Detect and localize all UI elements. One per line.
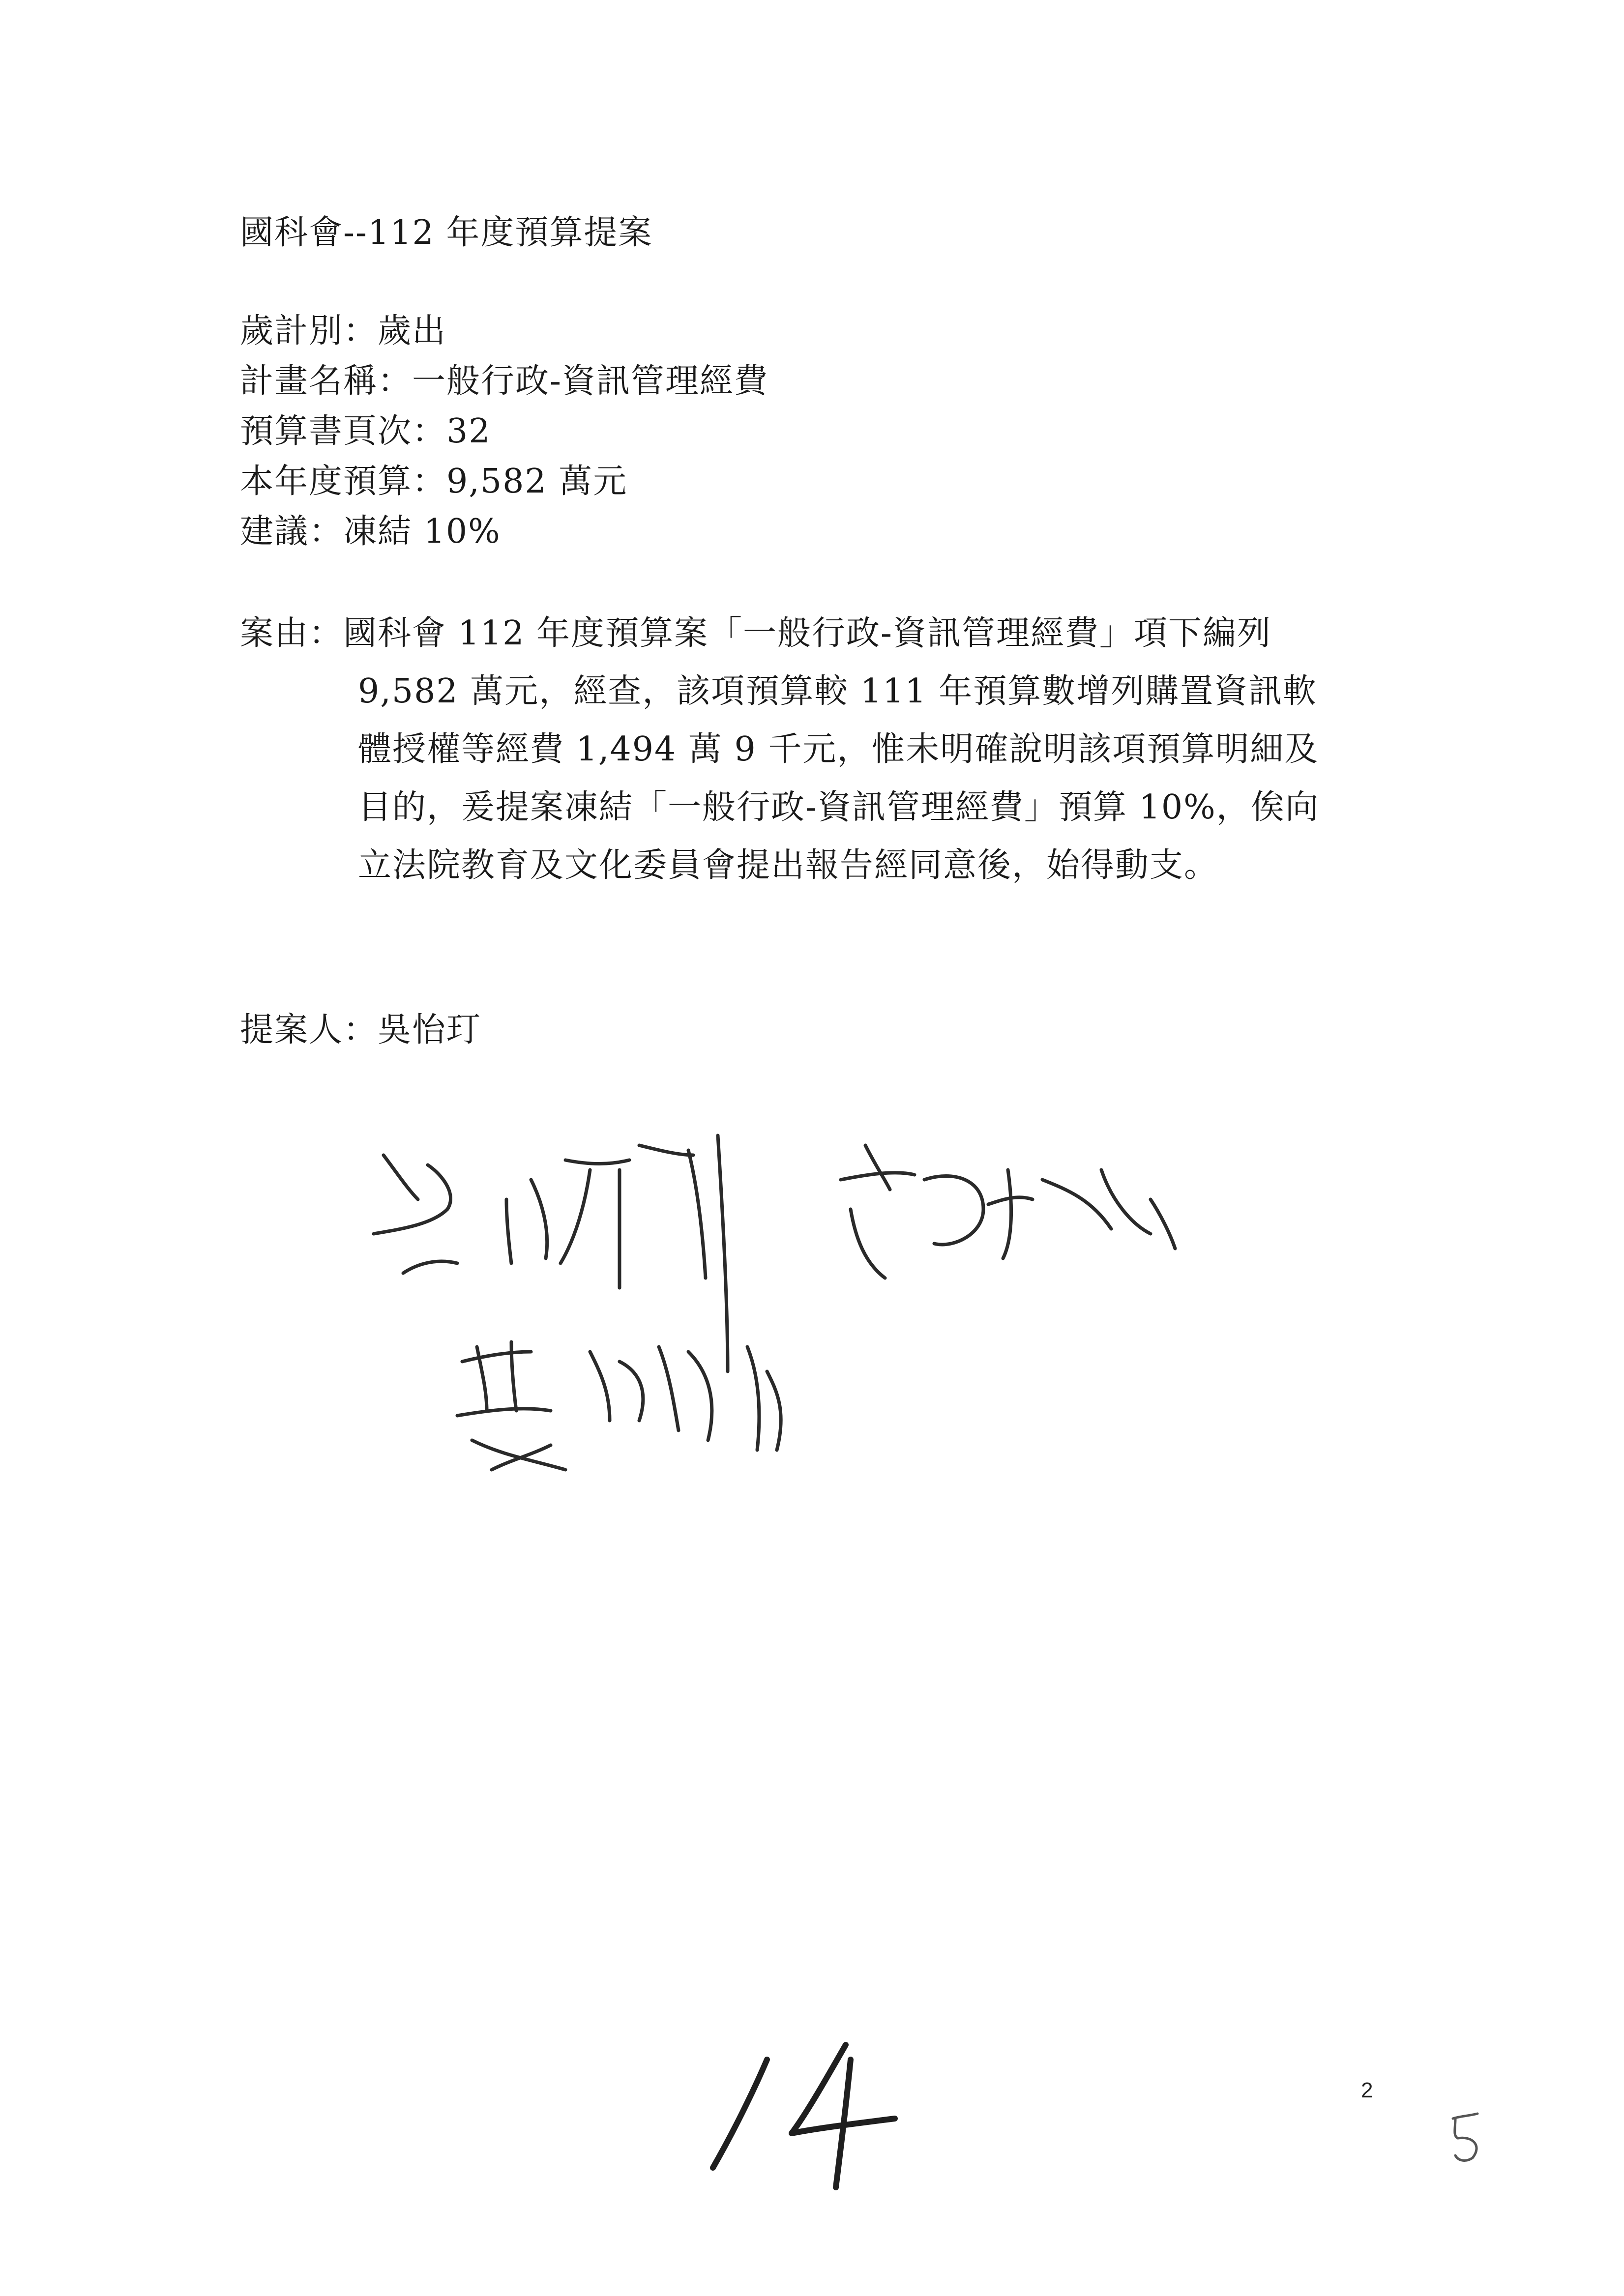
- field-recommendation: 建議：凍結 10%: [240, 512, 501, 551]
- reason-line: 立法院教育及文化委員會提出報告經同意後，始得動支。: [358, 846, 1219, 885]
- handwritten-signatures: [344, 1116, 1229, 1519]
- handwritten-number-14: [698, 2030, 905, 2192]
- reason-line: 目的，爰提案凍結「一般行政-資訊管理經費」預算 10%，俟向: [358, 788, 1320, 827]
- reason-line: 體授權等經費 1,494 萬 9 千元，惟未明確說明該項預算明細及: [358, 730, 1319, 769]
- page-number: 2: [1361, 2078, 1373, 2102]
- field-budget-page: 預算書頁次：32: [240, 412, 491, 451]
- document-title: 國科會--112 年度預算提案: [240, 213, 653, 252]
- reason-line: 9,582 萬元，經查，該項預算較 111 年預算數增列購置資訊軟: [358, 672, 1318, 711]
- handwritten-corner-mark: [1443, 2109, 1497, 2168]
- field-annual-budget: 本年度預算：9,582 萬元: [240, 462, 628, 501]
- field-category: 歲計別：歲出: [240, 312, 447, 350]
- field-plan-name: 計畫名稱：一般行政-資訊管理經費: [240, 362, 768, 401]
- reason-line: 案由：國科會 112 年度預算案「一般行政-資訊管理經費」項下編列: [240, 614, 1271, 653]
- proposer: 提案人：吳怡玎: [240, 1011, 481, 1049]
